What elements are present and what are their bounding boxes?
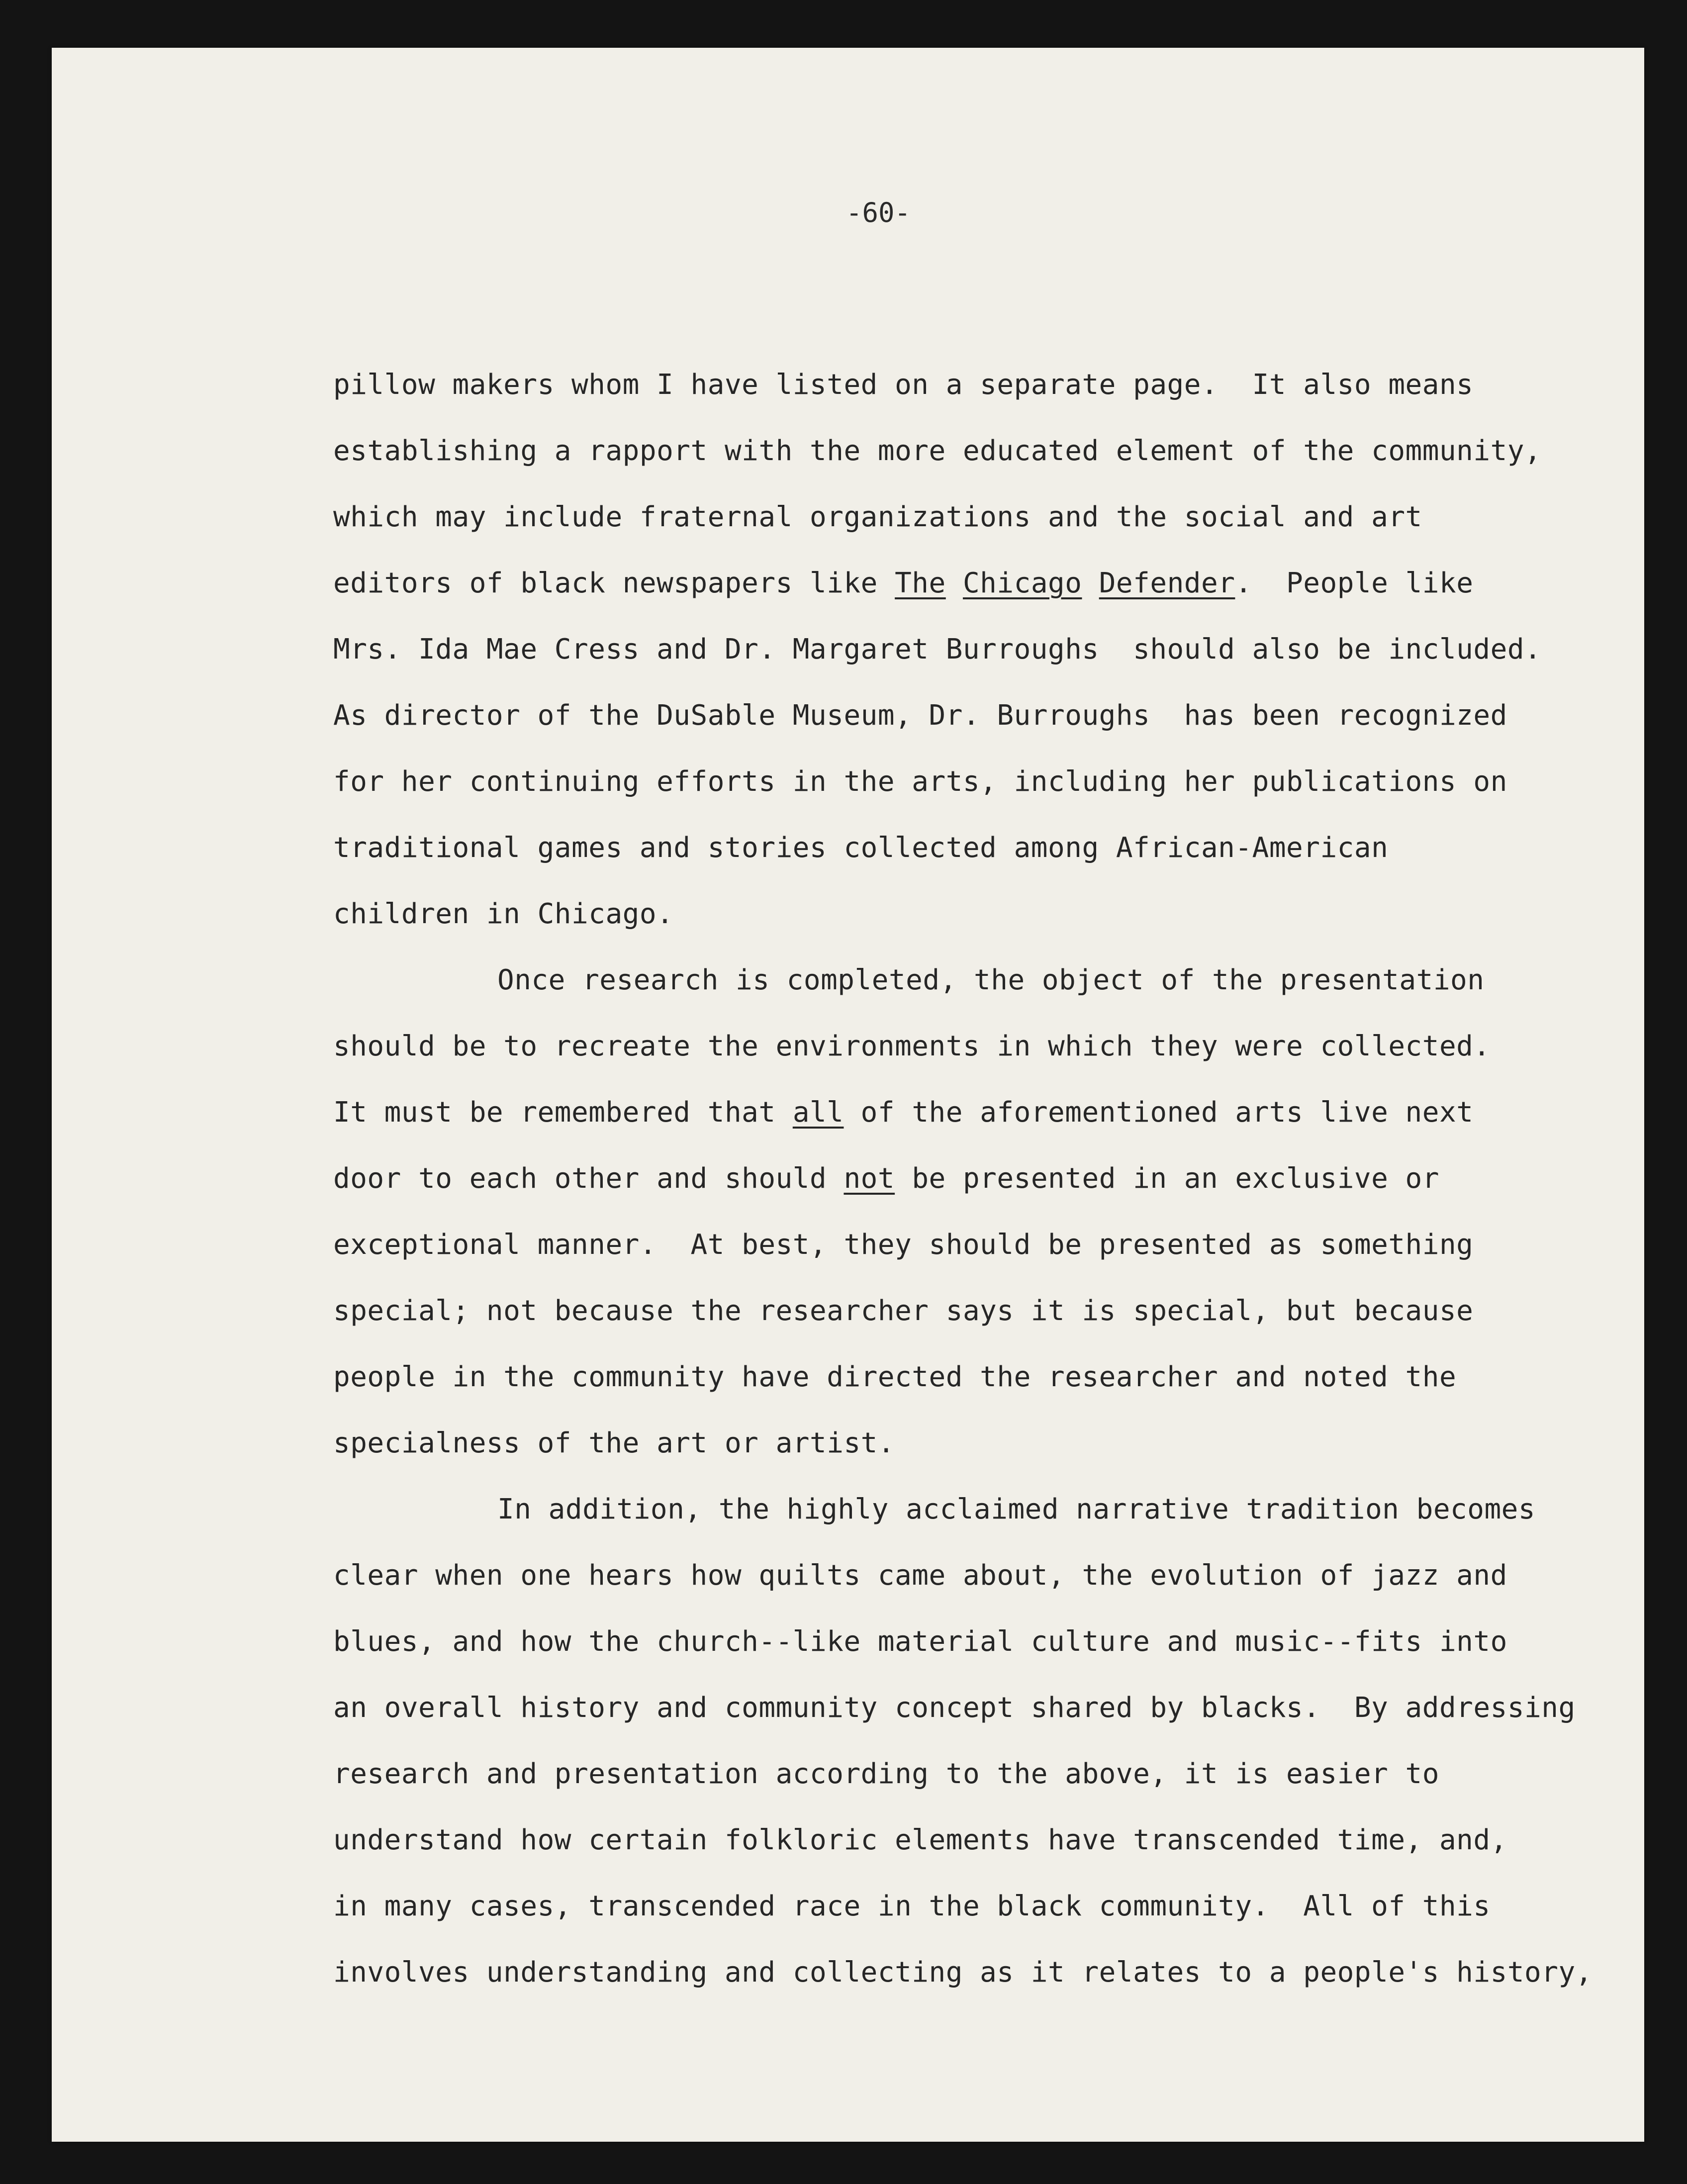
text-segment: children in Chicago. — [333, 898, 674, 930]
text-line — [333, 1229, 1473, 1261]
text-segment — [946, 567, 963, 599]
text-line — [333, 1361, 1456, 1393]
newspaper-title-word: Defender — [1099, 567, 1235, 599]
text-segment: for her continuing efforts in the arts, including her publications on — [333, 765, 1507, 798]
paragraph-first-line — [497, 964, 1484, 996]
text-line — [333, 898, 673, 930]
text-segment: Mrs. Ida Mae Cress and Dr. Margaret Burroughs should also be included. — [333, 633, 1542, 665]
text-segment: . People like — [1235, 567, 1474, 599]
text-segment: in many cases, transcended race in the black community. All of this — [333, 1890, 1491, 1922]
text-line — [333, 435, 1541, 467]
emphasis-word: all — [792, 1096, 844, 1129]
text-segment: research and presentation according to the above, it is easier to — [333, 1758, 1439, 1790]
text-line — [333, 1824, 1507, 1856]
text-segment: It must be remembered that — [333, 1096, 793, 1129]
text-line — [333, 1030, 1491, 1062]
text-line — [333, 369, 1473, 401]
paragraph-first-line — [497, 1493, 1535, 1525]
text-segment: special; not because the researcher says it is special, but because — [333, 1295, 1474, 1327]
text-line — [333, 699, 1507, 732]
text-line — [333, 1956, 1593, 1989]
text-segment: people in the community have directed the researcher and noted the — [333, 1361, 1457, 1393]
text-segment: door to each other and should — [333, 1162, 844, 1195]
text-segment: specialness of the art or artist. — [333, 1427, 895, 1459]
text-line — [333, 567, 1473, 599]
text-line — [333, 633, 1541, 665]
text-segment: exceptional manner. At best, they should be presented as something — [333, 1229, 1474, 1261]
text-segment: In addition, the highly acclaimed narrative tradition becomes — [497, 1493, 1536, 1525]
text-line — [333, 1096, 1473, 1129]
newspaper-title-word: Chicago — [962, 567, 1082, 599]
text-segment: which may include fraternal organizations and the social and art — [333, 501, 1422, 533]
document-page — [52, 48, 1644, 2142]
text-segment: of the aforementioned arts live next — [844, 1096, 1474, 1129]
text-line — [333, 1890, 1491, 1922]
text-line — [333, 832, 1388, 864]
text-segment: editors of black newspapers like — [333, 567, 895, 599]
text-segment: an overall history and community concept shared by blacks. By addressing — [333, 1692, 1576, 1724]
text-segment: involves understanding and collecting as it relates to a people's history, — [333, 1956, 1593, 1989]
text-segment: establishing a rapport with the more educated element of the community, — [333, 435, 1542, 467]
text-line — [333, 1625, 1507, 1658]
page-number: -60- — [846, 197, 911, 228]
text-segment: traditional games and stories collected among African-American — [333, 832, 1389, 864]
text-segment: As director of the DuSable Museum, Dr. Burroughs has been recognized — [333, 699, 1507, 732]
text-segment: pillow makers whom I have listed on a separate page. It also means — [333, 369, 1474, 401]
text-segment: clear when one hears how quilts came about, the evolution of jazz and — [333, 1559, 1507, 1592]
text-segment — [1082, 567, 1099, 599]
text-segment: should be to recreate the environments in which they were collected. — [333, 1030, 1491, 1062]
text-line — [333, 1758, 1439, 1790]
text-line — [333, 1295, 1473, 1327]
emphasis-word: not — [844, 1162, 895, 1195]
text-line — [333, 1559, 1507, 1592]
text-line — [333, 765, 1507, 798]
text-segment: blues, and how the church--like material culture and music--fits into — [333, 1625, 1507, 1658]
text-segment: Once research is completed, the object of the presentation — [497, 964, 1485, 996]
text-segment: be presented in an exclusive or — [895, 1162, 1439, 1195]
text-line — [333, 501, 1422, 533]
text-segment: understand how certain folkloric elements have transcended time, and, — [333, 1824, 1507, 1856]
newspaper-title-word: The — [895, 567, 946, 599]
text-line — [333, 1427, 895, 1459]
text-line — [333, 1162, 1439, 1195]
text-line — [333, 1692, 1576, 1724]
